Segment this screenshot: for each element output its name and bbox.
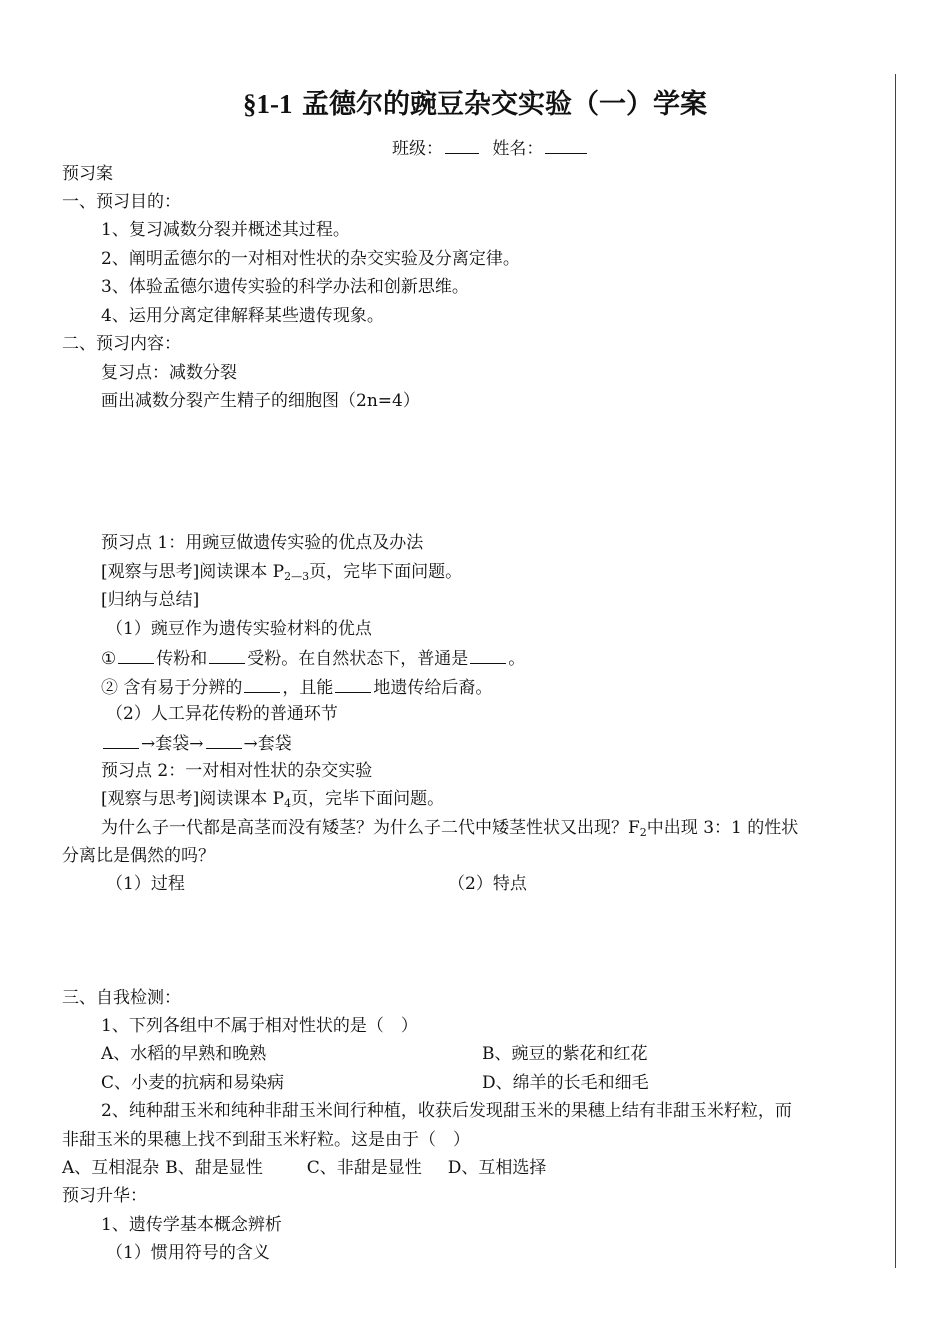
option-d[interactable]: D、互相选择 — [447, 1158, 547, 1178]
title-section-number: §1-1 — [243, 89, 293, 119]
answer-blank[interactable] — [206, 731, 242, 749]
pollination-steps-question: （2）人工异花传粉的普通环节 — [106, 704, 338, 724]
goal-item: 4、运用分离定律解释某些遗传现象。 — [101, 306, 384, 326]
fill-text: 。 — [508, 649, 526, 669]
fill-text: 受粉。在自然状态下，普通是 — [247, 649, 469, 669]
upgrade-item-1-sub: （1）惯用符号的含义 — [106, 1243, 270, 1263]
fill-text: ，且能 — [282, 678, 334, 698]
preview-point-2-title: 预习点 2：一对相对性状的杂交实验 — [101, 761, 373, 781]
q2-options-row — [62, 1157, 546, 1179]
right-margin-rule — [895, 74, 896, 1268]
step-text: →套袋 — [243, 734, 292, 754]
option-c[interactable]: C、非甜是显性 — [306, 1158, 422, 1178]
upgrade-heading: 预习升华： — [62, 1186, 147, 1206]
upgrade-item-1: 1、遗传学基本概念辨析 — [101, 1215, 282, 1235]
preview-point-1-read — [101, 561, 462, 588]
fill-line-2 — [101, 675, 492, 699]
selfcheck-question-1: 1、下列各组中不属于相对性状的是（ ） — [101, 1016, 418, 1036]
student-info-line — [392, 134, 589, 159]
read-text: [观察与思考]阅读课本 P — [101, 562, 285, 582]
step-text: →套袋→ — [141, 734, 204, 754]
page-title — [0, 82, 950, 121]
page-number: 4 — [284, 797, 292, 810]
answer-blank[interactable] — [244, 675, 280, 693]
fill-line-1 — [101, 646, 525, 670]
answer-blank[interactable] — [209, 646, 245, 664]
question-text: 中出现 3：1 的性状 — [646, 818, 799, 838]
content-heading: 二、预习内容： — [62, 334, 181, 354]
circled-number: ① — [101, 649, 117, 669]
generation-subscript: 2 — [639, 826, 647, 839]
review-point: 复习点：减数分裂 — [101, 363, 237, 383]
name-label: 姓名： — [492, 139, 544, 159]
process-label: （1）过程 — [106, 874, 185, 894]
preview-point-1-title: 预习点 1：用豌豆做遗传实验的优点及办法 — [101, 533, 424, 553]
goal-item: 1、复习减数分裂并概述其过程。 — [101, 220, 350, 240]
option-b[interactable]: B、甜是显性 — [165, 1158, 263, 1178]
option-c[interactable]: C、小麦的抗病和易染病 — [101, 1073, 285, 1093]
p2-question-line-1 — [101, 817, 798, 844]
class-blank[interactable] — [445, 136, 479, 154]
pollination-steps — [101, 731, 292, 755]
answer-blank[interactable] — [118, 646, 154, 664]
selfcheck-question-2-line-1: 2、纯种甜玉米和纯种非甜玉米间行种植，收获后发现甜玉米的果穗上结有非甜玉米籽粒，而 — [101, 1101, 792, 1121]
class-label: 班级： — [392, 139, 443, 159]
option-d[interactable]: D、绵羊的长毛和细毛 — [482, 1073, 649, 1093]
answer-blank[interactable] — [103, 731, 139, 749]
fill-text: ② 含有易于分辨的 — [101, 678, 243, 698]
section-prep-heading: 预习案 — [62, 164, 113, 184]
read-text: [观察与思考]阅读课本 P — [101, 789, 285, 809]
option-b[interactable]: B、豌豆的紫花和红花 — [482, 1044, 648, 1064]
option-a[interactable]: A、互相混杂 — [62, 1158, 160, 1178]
goals-heading: 一、预习目的： — [62, 192, 181, 212]
fill-text: 传粉和 — [156, 649, 208, 669]
question-text: 为什么子一代都是高茎而没有矮茎？为什么子二代中矮茎性状又出现？F — [101, 818, 640, 838]
preview-point-2-read — [101, 788, 444, 815]
pea-advantages-question: （1）豌豆作为遗传实验材料的优点 — [106, 619, 372, 639]
goal-item: 3、体验孟德尔遗传实验的科学办法和创新思维。 — [101, 277, 469, 297]
feature-label: （2）特点 — [448, 874, 527, 894]
read-text-end: 页，完毕下面问题。 — [291, 789, 445, 809]
p2-question-line-2: 分离比是偶然的吗？ — [62, 846, 215, 866]
read-text-end: 页，完毕下面问题。 — [309, 562, 463, 582]
summary-label: [归纳与总结] — [101, 590, 200, 610]
selfcheck-heading: 三、自我检测： — [62, 988, 181, 1008]
fill-text: 地遗传给后裔。 — [373, 678, 493, 698]
goal-item: 2、阐明孟德尔的一对相对性状的杂交实验及分离定律。 — [101, 249, 520, 269]
title-text: 孟德尔的豌豆杂交实验（一）学案 — [301, 89, 707, 120]
selfcheck-question-2-line-2: 非甜玉米的果穗上找不到甜玉米籽粒。这是由于（ ） — [62, 1130, 470, 1150]
draw-instruction: 画出减数分裂产生精子的细胞图（2n=4） — [101, 391, 420, 411]
answer-blank[interactable] — [470, 646, 506, 664]
option-a[interactable]: A、水稻的早熟和晚熟 — [101, 1044, 267, 1064]
page-range: 2—3 — [284, 570, 310, 583]
name-blank[interactable] — [545, 136, 587, 154]
answer-blank[interactable] — [335, 675, 371, 693]
